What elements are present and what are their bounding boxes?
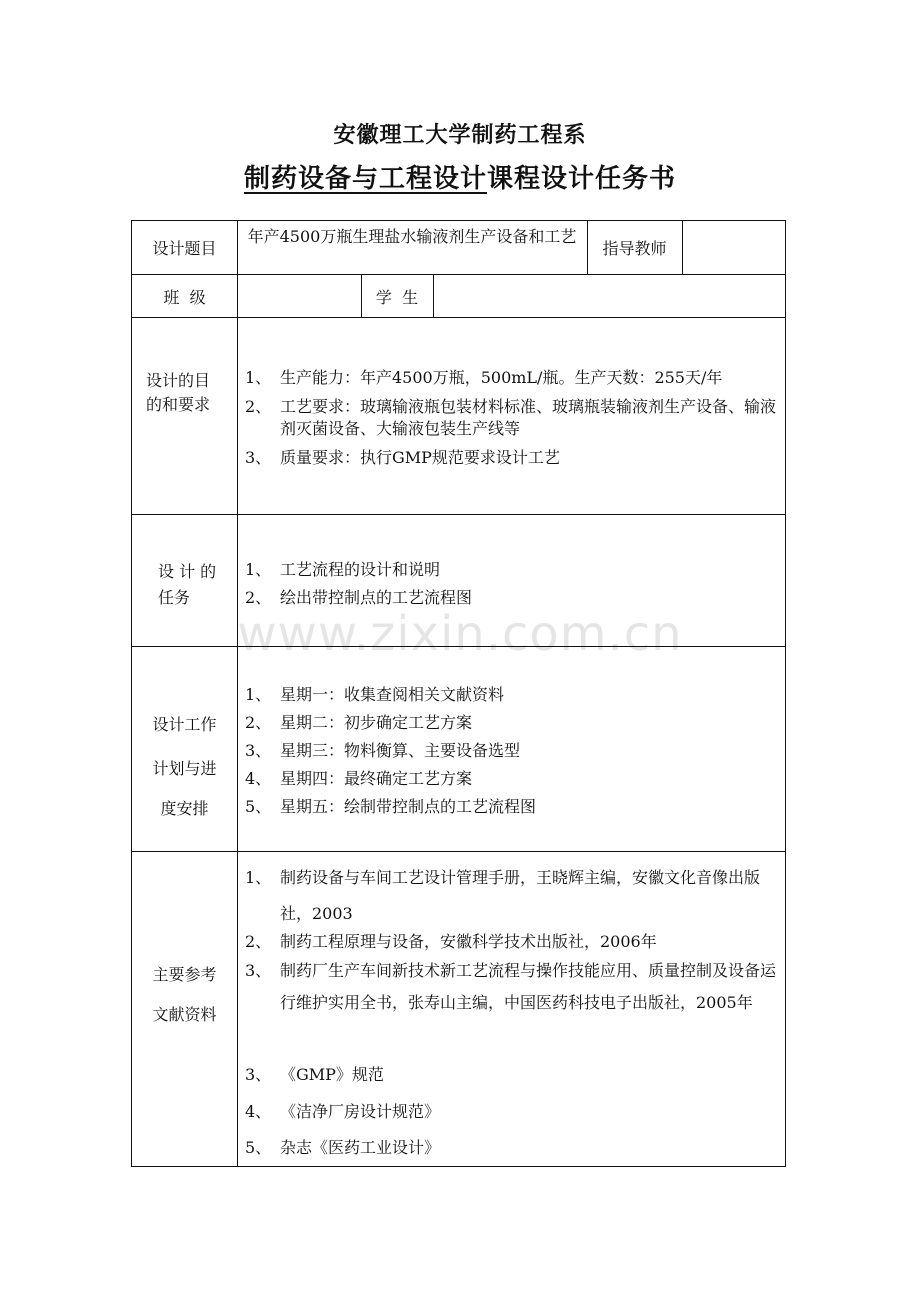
plan-item: 3、 星期三：物料衡算、主要设备选型 xyxy=(245,741,521,760)
document-type: 课程设计任务书 xyxy=(487,164,677,194)
student-label: 学 生 xyxy=(375,288,419,307)
column-divider xyxy=(433,274,434,317)
task-table xyxy=(131,220,786,1167)
task-item: 2、 绘出带控制点的工艺流程图 xyxy=(245,588,473,607)
ref-item: 4、 《洁净厂房设计规范》 xyxy=(245,1102,441,1121)
refs-label: 文献资料 xyxy=(152,1005,217,1024)
plan-item: 5、 星期五：绘制带控制点的工艺流程图 xyxy=(245,797,537,816)
plan-item: 4、 星期四：最终确定工艺方案 xyxy=(245,769,473,788)
plan-label: 设计工作 xyxy=(152,715,217,734)
purpose-label: 设计的目的和要求 xyxy=(146,371,211,414)
row-divider xyxy=(132,274,785,275)
ref-item: 3、 《GMP》规范 xyxy=(245,1065,384,1084)
purpose-item: 3、 质量要求：执行GMP规范要求设计工艺 xyxy=(245,448,560,467)
watermark: www.zixin.com.cn xyxy=(237,606,683,662)
topic-value: 年产4500万瓶生理盐水输液剂生产设备和工艺 xyxy=(247,227,577,246)
purpose-item: 2、 工艺要求：玻璃输液瓶包装材料标准、玻璃瓶装输液剂生产设备、输液剂灭菌设备、大输液包装生产线等 xyxy=(245,397,777,438)
task-item: 1、 工艺流程的设计和说明 xyxy=(245,560,441,579)
course-name: 制药设备与工程设计 xyxy=(243,164,487,194)
ref-item: 5、 杂志《医药工业设计》 xyxy=(245,1138,441,1157)
column-divider xyxy=(682,221,683,274)
column-divider xyxy=(237,221,238,1166)
plan-item: 2、 星期二：初步确定工艺方案 xyxy=(245,713,473,732)
plan-label: 度安排 xyxy=(160,799,209,818)
advisor-label: 指导教师 xyxy=(602,239,667,258)
plan-label: 计划与进 xyxy=(152,759,217,778)
document-title xyxy=(0,158,920,195)
topic-label: 设计题目 xyxy=(152,239,217,258)
row-divider xyxy=(132,851,785,852)
refs-label: 主要参考 xyxy=(152,965,217,984)
purpose-item: 1、 生产能力：年产4500万瓶，500mL/瓶。生产天数：255天/年 xyxy=(245,368,723,387)
ref-item: 1、 制药设备与车间工艺设计管理手册，王晓辉主编，安徽文化音像出版社，2003 xyxy=(245,868,761,923)
plan-item: 1、 星期一：收集查阅相关文献资料 xyxy=(245,685,505,704)
department-title: 安徽理工大学制药工程系 xyxy=(333,122,587,148)
row-divider xyxy=(132,514,785,515)
ref-item: 2、 制药工程原理与设备，安徽科学技术出版社，2006年 xyxy=(245,932,657,951)
row-divider xyxy=(132,317,785,318)
class-label: 班 级 xyxy=(163,288,206,307)
task-label: 设 计 的 任务 xyxy=(158,562,222,607)
ref-item: 3、 制药厂生产车间新技术新工艺流程与操作技能应用、质量控制及设备运行维护实用全书，张寿山主编，中国医药科技电子出版社，2005年 xyxy=(245,961,777,1012)
